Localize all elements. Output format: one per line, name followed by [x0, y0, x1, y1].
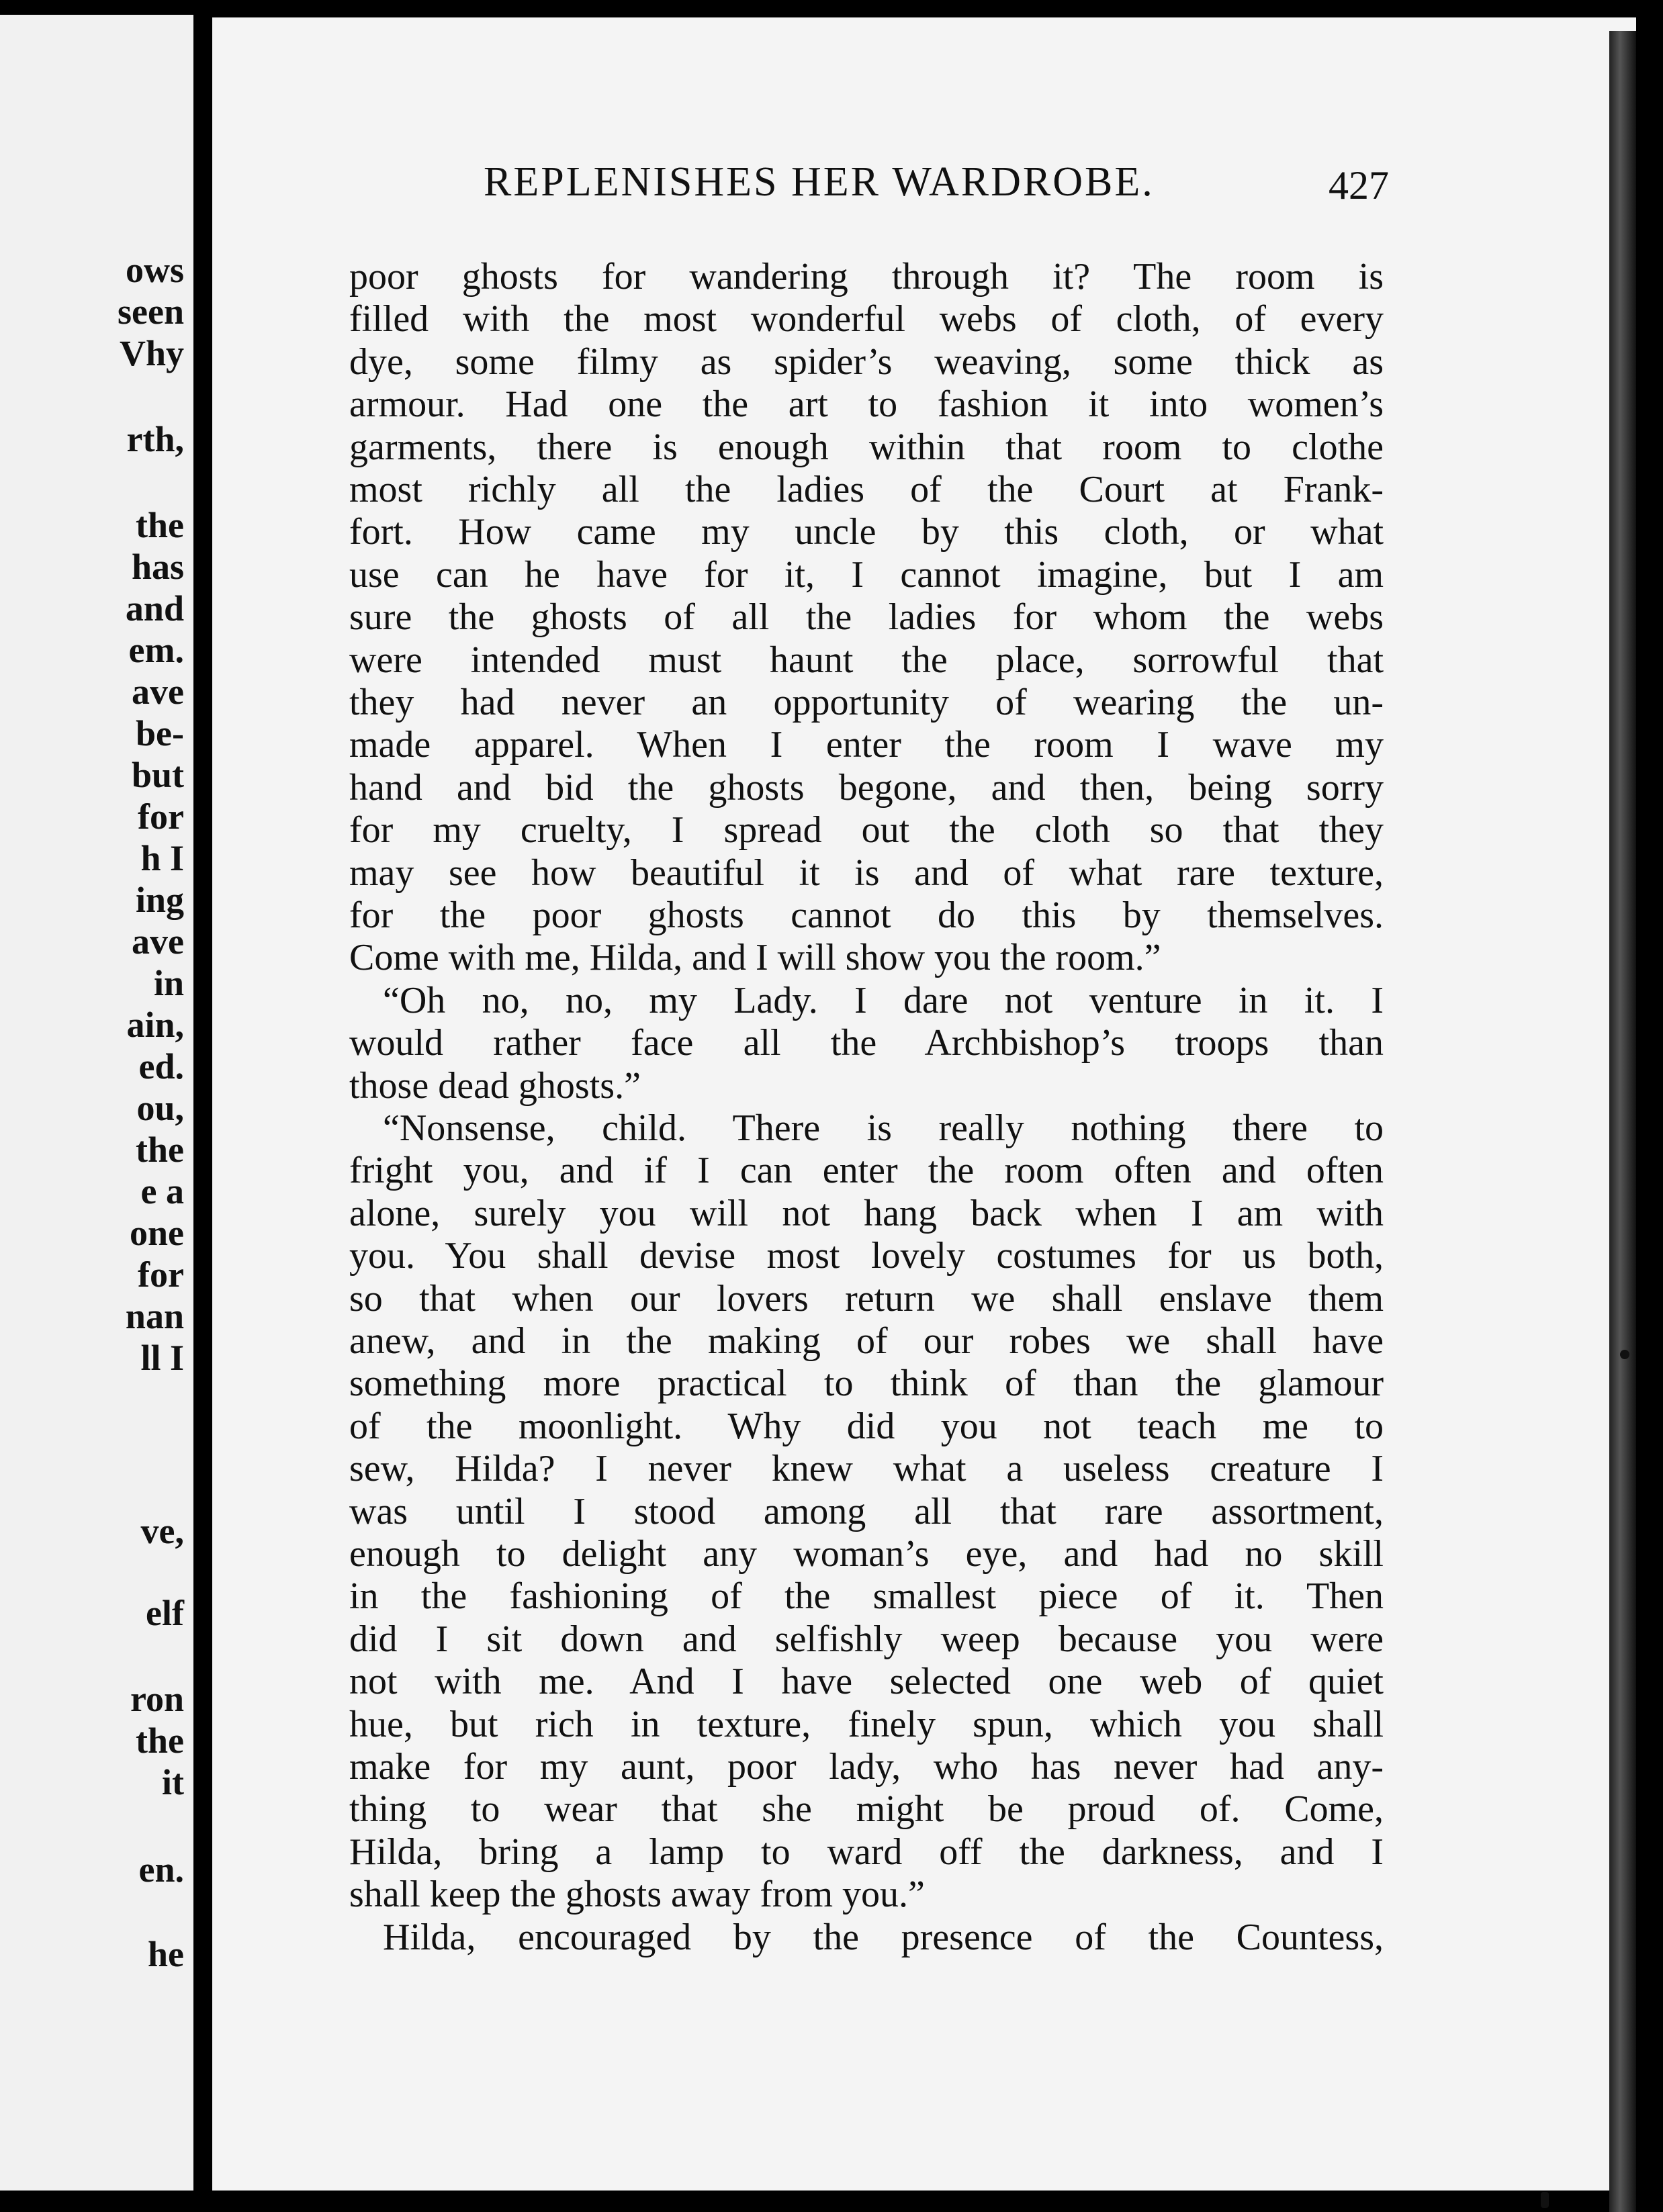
facing-page-fragment: ave	[132, 672, 184, 712]
ink-speck	[1541, 2192, 1549, 2208]
facing-page-fragment: nan	[125, 1296, 184, 1336]
text-line: for my cruelty, I spread out the cloth so that they	[349, 809, 1384, 851]
text-line: Hilda, bring a lamp to ward off the darkness, and I	[349, 1831, 1384, 1873]
facing-page-fragment: be-	[136, 713, 184, 753]
facing-page-fragment: for	[138, 1254, 184, 1295]
facing-page-fragment: it	[162, 1762, 184, 1802]
facing-page-fragment: and	[125, 588, 184, 629]
text-line: so that when our lovers return we shall enslave them	[349, 1278, 1384, 1320]
text-line: in the fashioning of the smallest piece of it. Then	[349, 1575, 1384, 1617]
running-header	[271, 158, 1389, 212]
ink-speck	[1620, 1350, 1629, 1359]
text-line: not with me. And I have selected one web of quiet	[349, 1661, 1384, 1702]
text-line: garments, there is enough within that room to clothe	[349, 426, 1384, 468]
text-line: use can he have for it, I cannot imagine, but I am	[349, 554, 1384, 596]
facing-page-fragment: em.	[128, 630, 184, 670]
facing-page-fragment: for	[138, 796, 184, 837]
text-line: would rather face all the Archbishop’s troops than	[349, 1022, 1384, 1064]
text-line: made apparel. When I enter the room I wave my	[349, 724, 1384, 766]
text-line: they had never an opportunity of wearing the un-	[349, 682, 1384, 723]
text-line: were intended must haunt the place, sorrowful that	[349, 639, 1384, 681]
facing-page-fragment: ll I	[140, 1338, 184, 1378]
facing-page-fragment: en.	[138, 1849, 184, 1890]
text-line: sure the ghosts of all the ladies for whom the webs	[349, 596, 1384, 638]
text-line: those dead ghosts.”	[349, 1065, 641, 1107]
facing-page-fragment: ain,	[126, 1005, 184, 1045]
book-gutter	[193, 0, 212, 2208]
facing-page-fragment: one	[130, 1213, 184, 1253]
facing-page-fragment: ou,	[136, 1088, 184, 1128]
facing-page-fragment: ing	[135, 880, 184, 920]
text-line: make for my aunt, poor lady, who has never had any-	[349, 1746, 1384, 1788]
text-line: may see how beautiful it is and of what rare texture,	[349, 852, 1384, 894]
text-line: did I sit down and selfishly weep because you were	[349, 1618, 1384, 1660]
text-line: something more practical to think of than the glamour	[349, 1363, 1384, 1404]
running-title: REPLENISHES HER WARDROBE.	[484, 159, 1155, 205]
facing-page-fragment: ron	[130, 1679, 184, 1719]
text-line: fort. How came my uncle by this cloth, or what	[349, 511, 1384, 553]
text-line: most richly all the ladies of the Court at Frank-	[349, 469, 1384, 510]
facing-page-fragment: but	[131, 755, 184, 795]
facing-page-fragment: e a	[140, 1171, 184, 1211]
facing-page-fragment: ve,	[140, 1511, 184, 1551]
facing-page-fragment: ows	[125, 250, 184, 290]
facing-page-fragment: rth,	[126, 419, 184, 459]
facing-page-fragment: the	[136, 1130, 184, 1170]
facing-page-fragment: ed.	[138, 1046, 184, 1087]
text-line: was until I stood among all that rare assortment,	[349, 1491, 1384, 1532]
facing-page-fragment: the	[136, 505, 184, 545]
text-line: you. You shall devise most lovely costumes for us both,	[349, 1235, 1384, 1277]
page-number: 427	[1329, 163, 1389, 208]
text-line: sew, Hilda? I never knew what a useless creature I	[349, 1448, 1384, 1489]
text-line: fright you, and if I can enter the room often and often	[349, 1150, 1384, 1191]
facing-page-edge	[0, 15, 193, 2191]
text-line: alone, surely you will not hang back when I am with	[349, 1193, 1384, 1234]
facing-page-fragment: ave	[132, 921, 184, 962]
text-line: dye, some filmy as spider’s weaving, some thick as	[349, 341, 1384, 383]
text-line: hue, but rich in texture, finely spun, which you shall	[349, 1704, 1384, 1745]
facing-page-fragment: has	[131, 547, 184, 587]
text-line: poor ghosts for wandering through it? The room is	[349, 256, 1384, 297]
text-line: filled with the most wonderful webs of cloth, of every	[349, 298, 1384, 340]
text-line: for the poor ghosts cannot do this by themselves.	[349, 894, 1384, 936]
facing-page-fragment: elf	[146, 1593, 184, 1633]
text-line: Come with me, Hilda, and I will show you the room.”	[349, 937, 1161, 978]
text-line: anew, and in the making of our robes we shall have	[349, 1320, 1384, 1362]
text-line: hand and bid the ghosts begone, and then, being sorry	[349, 767, 1384, 809]
text-line: Hilda, encouraged by the presence of the Countess,	[383, 1917, 1384, 1958]
text-line: of the moonlight. Why did you not teach me to	[349, 1405, 1384, 1447]
text-line: armour. Had one the art to fashion it into women’s	[349, 383, 1384, 425]
facing-page-fragment: seen	[118, 291, 184, 332]
page-edge-shadow	[1609, 31, 1636, 2212]
facing-page-fragment: Vhy	[119, 333, 184, 373]
facing-page-fragment: the	[136, 1720, 184, 1761]
text-line: shall keep the ghosts away from you.”	[349, 1874, 925, 1915]
facing-page-fragment: he	[148, 1934, 184, 1974]
text-line: thing to wear that she might be proud of. Come,	[349, 1788, 1384, 1830]
text-line: enough to delight any woman’s eye, and had no skill	[349, 1533, 1384, 1575]
text-line: “Oh no, no, my Lady. I dare not venture in it. I	[383, 980, 1384, 1021]
facing-page-fragment: in	[153, 963, 184, 1003]
facing-page-fragment: h I	[140, 838, 184, 878]
text-line: “Nonsense, child. There is really nothing there to	[383, 1107, 1384, 1149]
